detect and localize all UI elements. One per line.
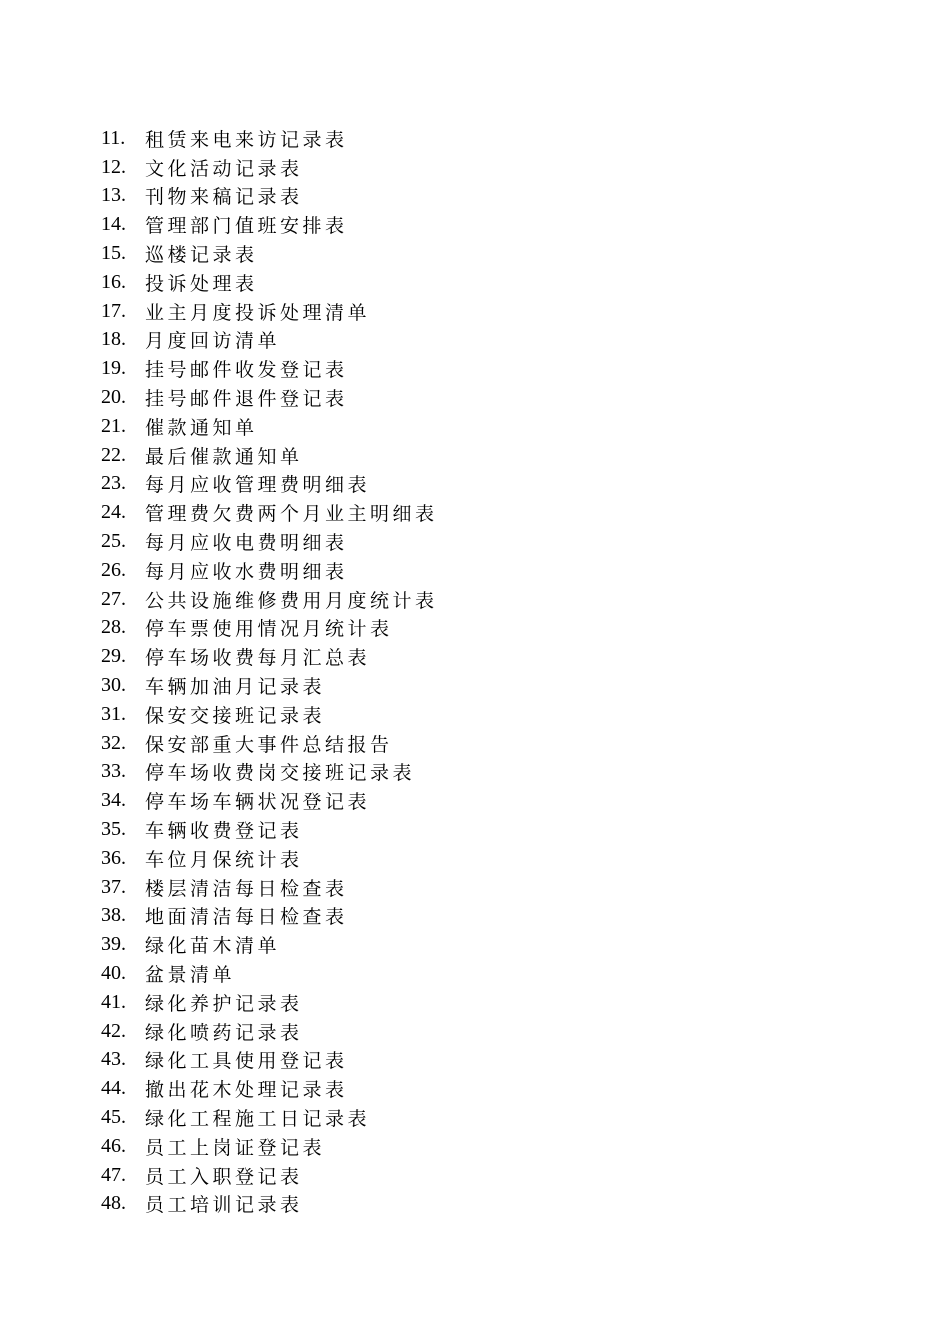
item-number: 48. [101,1192,126,1215]
item-title: 租赁来电来访记录表 [145,128,348,151]
item-number: 33. [101,760,126,783]
item-number: 27. [101,587,126,610]
item-number: 16. [101,270,126,293]
item-number: 29. [101,645,126,668]
item-number: 24. [101,501,126,524]
list-item [101,700,438,729]
item-number: 45. [101,1105,126,1128]
item-number: 38. [101,904,126,927]
list-item [101,959,438,988]
list-item [101,1074,438,1103]
item-title: 保安部重大事件总结报告 [145,733,393,756]
item-title: 挂号邮件收发登记表 [145,359,348,382]
item-title: 绿化工程施工日记录表 [145,1107,371,1130]
item-number: 30. [101,674,126,697]
item-number: 11. [101,126,126,149]
item-title: 撤出花木处理记录表 [145,1079,348,1102]
list-item [101,1132,438,1161]
item-title: 每月应收水费明细表 [145,560,348,583]
list-item [101,210,438,239]
item-number: 15. [101,242,126,265]
list-item [101,470,438,499]
list-item [101,354,438,383]
item-title: 楼层清洁每日检查表 [145,877,348,900]
list-item [101,1161,438,1190]
item-title: 文化活动记录表 [145,157,303,180]
item-number: 35. [101,818,126,841]
item-title: 管理部门值班安排表 [145,215,348,238]
item-number: 46. [101,1134,126,1157]
list-item [101,758,438,787]
item-number: 17. [101,299,126,322]
list-item [101,585,438,614]
item-title: 绿化喷药记录表 [145,1021,303,1044]
item-title: 车位月保统计表 [145,848,303,871]
item-number: 23. [101,472,126,495]
item-number: 36. [101,846,126,869]
list-item [101,902,438,931]
item-title: 地面清洁每日检查表 [145,906,348,929]
item-title: 刊物来稿记录表 [145,186,303,209]
item-number: 40. [101,962,126,984]
list-item [101,297,438,326]
list-item [101,1189,438,1218]
item-title: 停车场收费岗交接班记录表 [145,762,416,785]
item-number: 32. [101,731,126,754]
item-title: 催款通知单 [145,416,258,439]
list-item [101,441,438,470]
list-item [101,786,438,815]
item-title: 挂号邮件退件登记表 [145,388,348,411]
item-number: 47. [101,1163,126,1186]
list-item [101,729,438,758]
item-number: 12. [101,155,126,178]
item-number: 43. [101,1048,126,1071]
list-item [101,124,438,153]
list-item [101,815,438,844]
item-title: 投诉处理表 [145,272,258,295]
item-number: 13. [101,184,126,207]
item-number: 37. [101,875,126,898]
list-item [101,498,438,527]
list-item [101,844,438,873]
item-title: 最后催款通知单 [145,445,303,468]
list-item [101,930,438,959]
item-title: 绿化苗木清单 [145,935,281,958]
item-title: 巡楼记录表 [145,244,258,267]
item-title: 停车场车辆状况登记表 [145,791,371,814]
item-number: 31. [101,702,126,725]
form-list [101,124,438,1218]
item-number: 44. [101,1077,126,1100]
item-number: 34. [101,789,126,812]
item-number: 22. [101,443,126,466]
list-item [101,326,438,355]
list-item [101,383,438,412]
item-number: 20. [101,386,126,409]
item-title: 每月应收管理费明细表 [145,474,371,497]
list-item [101,642,438,671]
list-item [101,1103,438,1132]
list-item [101,239,438,268]
item-title: 公共设施维修费用月度统计表 [145,589,438,612]
item-title: 管理费欠费两个月业主明细表 [145,503,438,526]
item-number: 21. [101,414,126,437]
item-number: 42. [101,1019,126,1042]
list-item [101,268,438,297]
list-item [101,527,438,556]
list-item [101,671,438,700]
item-title: 员工培训记录表 [145,1194,303,1217]
item-title: 车辆收费登记表 [145,820,303,843]
list-item [101,153,438,182]
list-item [101,988,438,1017]
list-item [101,556,438,585]
item-number: 26. [101,558,126,581]
item-title: 绿化工具使用登记表 [145,1050,348,1073]
item-title: 停车票使用情况月统计表 [145,618,393,641]
item-number: 18. [101,328,126,351]
item-title: 每月应收电费明细表 [145,532,348,555]
item-number: 19. [101,357,126,380]
item-number: 28. [101,616,126,639]
item-title: 车辆加油月记录表 [145,676,326,699]
list-item [101,182,438,211]
item-title: 月度回访清单 [145,330,281,353]
item-number: 39. [101,933,126,956]
item-number: 14. [101,213,126,236]
item-title: 盆景清单 [145,964,236,986]
item-title: 停车场收费每月汇总表 [145,647,371,670]
list-item [101,873,438,902]
item-number: 41. [101,990,126,1013]
list-item [101,412,438,441]
list-item [101,1017,438,1046]
item-title: 员工入职登记表 [145,1165,303,1188]
item-title: 员工上岗证登记表 [145,1136,326,1159]
item-number: 25. [101,530,126,553]
list-item [101,614,438,643]
item-title: 业主月度投诉处理清单 [145,301,371,324]
list-item [101,1046,438,1075]
item-title: 保安交接班记录表 [145,704,326,727]
item-title: 绿化养护记录表 [145,992,303,1015]
